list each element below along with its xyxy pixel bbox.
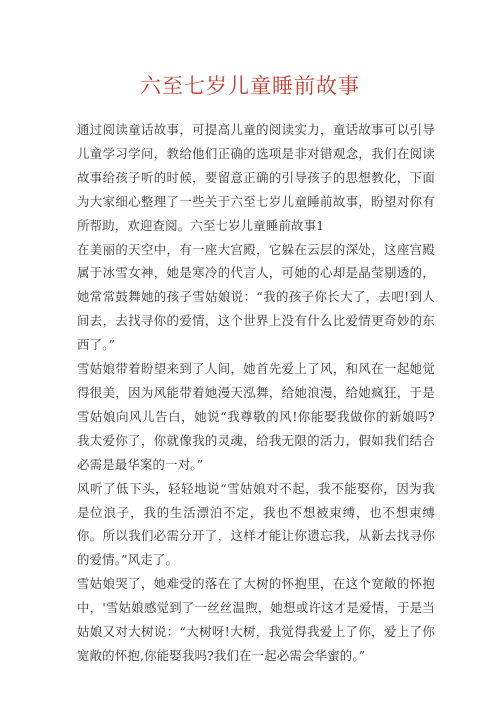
- story-paragraph: 雪姑娘带着盼望来到了人间，她首先爱上了风，和风在一起她觉得很美，因为风能带着她漫天泓舞，给她浪漫，给她疯狂，于是雪姑娘向风儿告白，她说“我尊敬的风!你能娶我做你的新娘吗?我太爱你了，你就像我的灵魂，给我无限的活力，假如我们结合必需是最华案的一对。”: [77, 361, 435, 472]
- document-body: [77, 118, 435, 668]
- intro-paragraph: 通过阅读童话故事，可提高儿童的阅读实力，童话故事可以引导儿童学习学问，教给他们正确的选项是非对错观念，我们在阅读故事给孩子听的时候，要留意正确的引导孩子的思想教化，下面为大家细心整理了一些关于六至七岁儿童睡前故事，盼望对你有所帮助，欢迎查阅。六至七岁儿童睡前故事1: [77, 122, 435, 233]
- story-paragraph: 雪姑娘哭了，她难受的落在了大树的怀抱里，在这个宽敞的怀抱中，'雪姑娘感觉到了一丝丝温煦，她想或许这才是爱情，于是当姑娘又对大树说：“大树呀!大树，我觉得我爱上了你，爱上了你宽敞的怀抱,你能娶我吗?我们在一起必需会华蜜的。”: [77, 576, 435, 663]
- story-paragraph: 在美丽的天空中，有一座大宫殿，它躲在云层的深处，这座宫殿属于冰雪女神，她是寒冷的代言人，可她的心却是晶莹剔透的，她常常鼓舞她的孩子雪姑娘说：“我的孩子你长大了，去吧!到人间去，去找寻你的爱情，这个世界上没有什么比爱情更奇妙的东西了。”: [77, 241, 435, 353]
- document-title: 六至七岁儿童睡前故事: [140, 74, 360, 98]
- story-paragraph: 风听了低下头，轻轻地说“雪姑娘对不起，我不能娶你，因为我是位浪子，我的生活漂泊不定，我也不想被束缚，也不想束缚你。所以我们必需分开了，这样才能让你遗忘我，从新去找寻你的爱情。”风走了。: [77, 480, 435, 568]
